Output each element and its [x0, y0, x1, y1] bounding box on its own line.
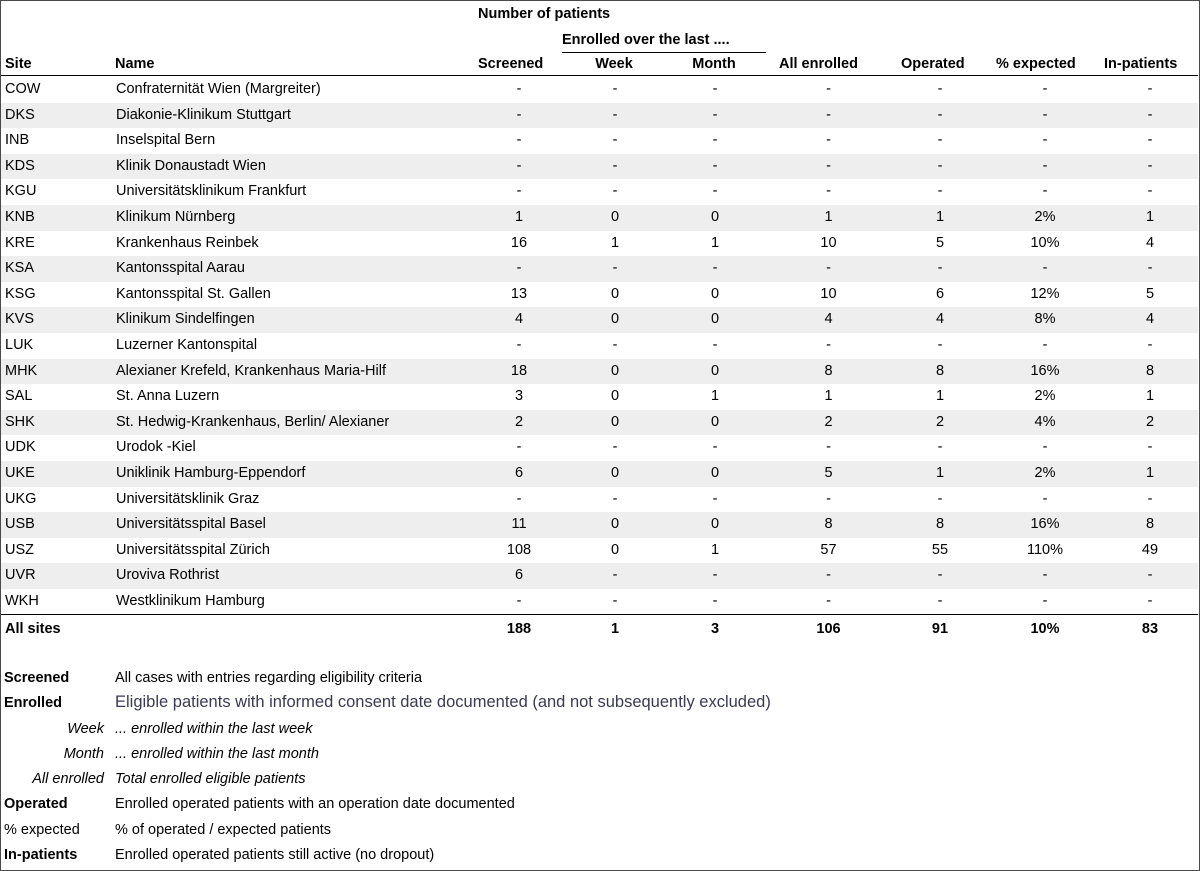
- cell-all-enrolled: -: [826, 183, 831, 200]
- cell-month: -: [712, 593, 718, 609]
- cell-site: KVS: [5, 311, 35, 328]
- cell-name: Universitätsklinik Graz: [116, 490, 260, 507]
- cell-screened: -: [516, 183, 522, 200]
- total-operated: 91: [931, 621, 949, 637]
- cell-in-patients: 1: [1145, 209, 1155, 225]
- cell-screened: 6: [514, 567, 524, 584]
- col-header-screened: Screened: [478, 56, 544, 72]
- cell-all-enrolled: -: [826, 81, 831, 97]
- table-row: [1, 154, 1198, 180]
- cell-pct-expected: -: [1042, 490, 1048, 507]
- col-header-operated: Operated: [901, 56, 965, 72]
- cell-pct-expected: 16%: [1030, 516, 1060, 533]
- cell-operated: -: [937, 157, 943, 174]
- cell-month: 1: [710, 388, 720, 405]
- cell-month: -: [712, 132, 718, 149]
- cell-all-enrolled: -: [826, 132, 831, 149]
- cell-month: -: [712, 183, 718, 200]
- cell-pct-expected: 2%: [1034, 209, 1056, 225]
- cell-name: Krankenhaus Reinbek: [116, 234, 259, 251]
- cell-site: KGU: [5, 183, 37, 200]
- cell-all-enrolled: -: [826, 593, 831, 609]
- cell-pct-expected: 2%: [1034, 465, 1056, 481]
- cell-month: -: [712, 106, 718, 123]
- total-divider: [1, 614, 1198, 615]
- cell-site: KSG: [5, 285, 36, 302]
- cell-pct-expected: -: [1042, 157, 1048, 174]
- table-row: [1, 512, 1198, 538]
- cell-in-patients: 1: [1145, 388, 1155, 405]
- cell-operated: -: [937, 132, 943, 149]
- cell-all-enrolled: 1: [824, 209, 833, 225]
- cell-in-patients: 4: [1145, 311, 1155, 328]
- cell-pct-expected: 16%: [1030, 362, 1060, 379]
- legend-term-screened: Screened: [4, 670, 70, 686]
- cell-screened: 6: [514, 465, 524, 481]
- cell-operated: 8: [935, 516, 945, 533]
- cell-pct-expected: 8%: [1034, 311, 1056, 328]
- cell-name: Diakonie-Klinikum Stuttgart: [116, 106, 291, 123]
- cell-in-patients: 1: [1145, 465, 1155, 481]
- total-in-patients: 83: [1141, 621, 1159, 637]
- cell-week: 1: [610, 234, 620, 251]
- cell-week: 0: [610, 311, 620, 328]
- col-header-month: Month: [692, 56, 736, 72]
- cell-operated: -: [937, 260, 943, 277]
- cell-operated: 1: [935, 388, 945, 405]
- legend-def-operated: Enrolled operated patients with an operation date documented: [115, 796, 515, 812]
- cell-all-enrolled: 2: [824, 413, 833, 430]
- cell-operated: -: [937, 490, 943, 507]
- cell-name: Inselspital Bern: [116, 132, 216, 149]
- cell-month: -: [712, 567, 718, 584]
- cell-in-patients: 8: [1145, 516, 1155, 533]
- cell-name: Kantonsspital Aarau: [116, 260, 245, 277]
- cell-all-enrolled: -: [826, 106, 831, 123]
- cell-in-patients: -: [1147, 183, 1153, 200]
- cell-site: WKH: [5, 593, 39, 609]
- cell-name: Klinikum Sindelfingen: [116, 311, 255, 328]
- cell-site: KSA: [5, 260, 35, 277]
- cell-month: 0: [710, 516, 720, 533]
- cell-in-patients: -: [1147, 260, 1153, 277]
- enrolled-over-header: Enrolled over the last ....: [562, 32, 730, 48]
- col-header-name: Name: [115, 56, 155, 72]
- legend-def-pct-expected: % of operated / expected patients: [115, 822, 332, 838]
- cell-site: DKS: [5, 106, 35, 123]
- cell-all-enrolled: -: [826, 439, 831, 456]
- cell-site: KNB: [5, 209, 35, 225]
- col-header-week: Week: [595, 56, 633, 72]
- cell-operated: -: [937, 106, 943, 123]
- cell-all-enrolled: 5: [824, 465, 833, 481]
- legend-def-screened: All cases with entries regarding eligibility criteria: [115, 670, 423, 686]
- legend-term-all-enrolled: All enrolled: [32, 771, 104, 787]
- cell-month: 1: [710, 234, 720, 251]
- cell-all-enrolled: -: [826, 337, 831, 353]
- legend-term-month: Month: [63, 746, 104, 762]
- cell-week: -: [612, 490, 618, 507]
- cell-month: 0: [710, 311, 720, 328]
- header-divider: [1, 75, 1198, 76]
- cell-screened: 13: [510, 285, 528, 302]
- table-row: [1, 256, 1198, 282]
- cell-week: 0: [610, 541, 620, 558]
- cell-screened: 1: [514, 209, 524, 225]
- cell-week: 0: [610, 285, 620, 302]
- cell-pct-expected: 110%: [1026, 541, 1063, 558]
- cell-pct-expected: -: [1042, 106, 1048, 123]
- cell-week: 0: [610, 413, 620, 430]
- cell-all-enrolled: -: [826, 490, 831, 507]
- cell-week: 0: [610, 516, 620, 533]
- cell-week: 0: [610, 362, 620, 379]
- table-row: [1, 77, 1198, 103]
- cell-site: KDS: [5, 157, 35, 174]
- cell-name: Luzerner Kantonspital: [116, 337, 258, 353]
- table-row: [1, 435, 1198, 461]
- cell-pct-expected: -: [1042, 567, 1048, 584]
- legend-term-pct-expected: % expected: [4, 822, 80, 838]
- cell-site: UDK: [5, 439, 36, 456]
- cell-in-patients: 8: [1145, 362, 1155, 379]
- cell-pct-expected: 4%: [1034, 413, 1056, 430]
- table-row: [1, 205, 1198, 231]
- cell-site: MHK: [5, 362, 38, 379]
- table-row: [1, 307, 1198, 333]
- cell-week: -: [612, 106, 618, 123]
- cell-name: Uniklinik Hamburg-Eppendorf: [116, 465, 306, 481]
- cell-in-patients: -: [1147, 439, 1153, 456]
- legend-def-week: ... enrolled within the last week: [115, 721, 313, 737]
- cell-screened: -: [516, 593, 522, 609]
- cell-screened: 2: [514, 413, 524, 430]
- cell-site: SAL: [5, 388, 33, 405]
- cell-screened: -: [516, 106, 522, 123]
- cell-name: Confraternität Wien (Margreiter): [116, 81, 321, 97]
- cell-site: UKG: [5, 490, 37, 507]
- cell-week: -: [612, 132, 618, 149]
- cell-month: -: [712, 490, 718, 507]
- cell-screened: -: [516, 132, 522, 149]
- table-row: [1, 231, 1198, 257]
- cell-pct-expected: 12%: [1030, 285, 1060, 302]
- cell-pct-expected: -: [1042, 337, 1048, 353]
- cell-site: USB: [5, 516, 35, 533]
- cell-in-patients: -: [1147, 567, 1153, 584]
- cell-in-patients: 4: [1145, 234, 1155, 251]
- cell-in-patients: -: [1147, 593, 1153, 609]
- cell-week: -: [612, 157, 618, 174]
- cell-site: USZ: [5, 541, 34, 558]
- cell-screened: 16: [510, 234, 528, 251]
- cell-name: Klinik Donaustadt Wien: [116, 157, 266, 174]
- cell-pct-expected: -: [1042, 439, 1048, 456]
- cell-month: 0: [710, 285, 720, 302]
- cell-name: Westklinikum Hamburg: [116, 593, 265, 609]
- cell-month: 0: [710, 362, 720, 379]
- table-row: [1, 410, 1198, 436]
- cell-pct-expected: 10%: [1030, 234, 1060, 251]
- col-header-all-enrolled: All enrolled: [779, 56, 858, 72]
- cell-month: -: [712, 157, 718, 174]
- col-header-in-patients: In-patients: [1104, 56, 1178, 72]
- cell-screened: -: [516, 260, 522, 277]
- cell-week: 0: [610, 388, 620, 405]
- cell-operated: 1: [935, 465, 945, 481]
- cell-site: COW: [5, 81, 41, 97]
- col-header-pct-expected: % expected: [996, 56, 1076, 72]
- cell-in-patients: 49: [1141, 541, 1159, 558]
- cell-operated: 4: [935, 311, 945, 328]
- cell-operated: 55: [931, 541, 949, 558]
- table-row: [1, 282, 1198, 308]
- col-header-site: Site: [5, 56, 32, 72]
- table-row: [1, 538, 1198, 564]
- cell-month: -: [712, 337, 718, 353]
- legend-term-enrolled: Enrolled: [4, 695, 63, 711]
- cell-pct-expected: 2%: [1034, 388, 1056, 405]
- cell-operated: 5: [935, 234, 945, 251]
- table-row: [1, 563, 1198, 589]
- cell-screened: -: [516, 81, 522, 97]
- enrolled-underline: [562, 52, 766, 53]
- total-row: [1, 617, 1198, 643]
- cell-all-enrolled: 8: [824, 362, 833, 379]
- cell-name: Klinikum Nürnberg: [116, 209, 236, 225]
- table-row: [1, 128, 1198, 154]
- cell-pct-expected: -: [1042, 593, 1048, 609]
- table-row: [1, 487, 1198, 513]
- total-all-enrolled: 106: [816, 621, 841, 637]
- cell-screened: -: [516, 337, 522, 353]
- cell-operated: -: [937, 593, 943, 609]
- legend-def-in-patients: Enrolled operated patients still active (no dropout): [115, 847, 435, 863]
- cell-operated: -: [937, 183, 943, 200]
- cell-week: -: [612, 439, 618, 456]
- cell-name: St. Hedwig-Krankenhaus, Berlin/ Alexianer: [116, 413, 390, 430]
- cell-pct-expected: -: [1042, 132, 1048, 149]
- cell-operated: 2: [935, 413, 945, 430]
- legend-def-all-enrolled: Total enrolled eligible patients: [115, 771, 306, 787]
- table-row: [1, 333, 1198, 359]
- cell-screened: 3: [514, 388, 524, 405]
- cell-operated: -: [937, 81, 943, 97]
- cell-in-patients: -: [1147, 132, 1153, 149]
- cell-site: SHK: [5, 413, 35, 430]
- cell-week: -: [612, 183, 618, 200]
- cell-screened: 4: [514, 311, 524, 328]
- cell-week: -: [612, 337, 618, 353]
- total-pct-expected: 10%: [1030, 621, 1060, 637]
- cell-in-patients: -: [1147, 106, 1153, 123]
- cell-screened: 11: [511, 516, 527, 533]
- table-row: [1, 589, 1198, 615]
- cell-month: -: [712, 260, 718, 277]
- table-row: [1, 359, 1198, 385]
- cell-in-patients: -: [1147, 337, 1153, 353]
- cell-site: UVR: [5, 567, 36, 584]
- cell-all-enrolled: 8: [824, 516, 833, 533]
- cell-operated: -: [937, 439, 943, 456]
- cell-all-enrolled: -: [826, 567, 831, 584]
- cell-screened: -: [516, 490, 522, 507]
- cell-site: LUK: [5, 337, 34, 353]
- cell-operated: 6: [935, 285, 945, 302]
- cell-site: UKE: [5, 465, 35, 481]
- legend-term-in-patients: In-patients: [4, 847, 78, 863]
- cell-name: St. Anna Luzern: [116, 388, 220, 405]
- cell-month: 0: [710, 465, 720, 481]
- cell-in-patients: -: [1147, 157, 1153, 174]
- cell-all-enrolled: 57: [820, 541, 837, 558]
- legend-term-week: Week: [67, 721, 104, 737]
- cell-pct-expected: -: [1042, 81, 1048, 97]
- cell-operated: -: [937, 567, 943, 584]
- cell-pct-expected: -: [1042, 183, 1048, 200]
- table-row: [1, 384, 1198, 410]
- cell-name: Kantonsspital St. Gallen: [116, 285, 271, 302]
- total-month: 3: [710, 621, 720, 637]
- cell-screened: -: [516, 157, 522, 174]
- number-of-patients-header: Number of patients: [478, 6, 611, 22]
- cell-name: Urodok -Kiel: [116, 439, 196, 456]
- cell-all-enrolled: 10: [820, 234, 837, 251]
- cell-week: -: [612, 567, 618, 584]
- total-label: All sites: [5, 621, 61, 637]
- cell-week: -: [612, 81, 618, 97]
- cell-month: 0: [710, 209, 720, 225]
- legend-term-operated: Operated: [4, 796, 68, 812]
- cell-all-enrolled: -: [826, 260, 831, 277]
- total-week: 1: [610, 621, 620, 637]
- cell-week: -: [612, 260, 618, 277]
- cell-in-patients: 2: [1145, 413, 1155, 430]
- cell-month: -: [712, 81, 718, 97]
- total-screened: 188: [506, 621, 532, 637]
- legend-def-month: ... enrolled within the last month: [115, 746, 319, 762]
- cell-name: Universitätsklinikum Frankfurt: [116, 183, 307, 200]
- cell-all-enrolled: 1: [824, 388, 833, 405]
- cell-all-enrolled: 4: [824, 311, 833, 328]
- cell-name: Alexianer Krefeld, Krankenhaus Maria-Hilf: [116, 362, 386, 379]
- cell-month: 1: [710, 541, 720, 558]
- cell-month: -: [712, 439, 718, 456]
- cell-week: 0: [610, 465, 620, 481]
- cell-week: 0: [610, 209, 620, 225]
- cell-name: Universitätsspital Basel: [116, 516, 266, 533]
- cell-in-patients: -: [1147, 81, 1153, 97]
- cell-operated: 1: [935, 209, 945, 225]
- cell-name: Uroviva Rothrist: [116, 567, 220, 584]
- cell-screened: 108: [506, 541, 532, 558]
- cell-name: Universitätsspital Zürich: [116, 541, 270, 558]
- table-row: [1, 103, 1198, 129]
- cell-in-patients: -: [1147, 490, 1153, 507]
- cell-site: KRE: [5, 234, 35, 251]
- cell-screened: -: [516, 439, 522, 456]
- cell-all-enrolled: -: [826, 157, 831, 174]
- cell-screened: 18: [510, 362, 528, 379]
- cell-site: INB: [5, 132, 30, 149]
- cell-all-enrolled: 10: [820, 285, 837, 302]
- table-row: [1, 179, 1198, 205]
- cell-operated: 8: [935, 362, 945, 379]
- cell-in-patients: 5: [1145, 285, 1155, 302]
- cell-month: 0: [710, 413, 720, 430]
- cell-operated: -: [937, 337, 943, 353]
- cell-pct-expected: -: [1042, 260, 1048, 277]
- cell-week: -: [612, 593, 618, 609]
- legend-def-enrolled: Eligible patients with informed consent date documented (and not subsequently excluded): [115, 693, 771, 711]
- table-row: [1, 461, 1198, 487]
